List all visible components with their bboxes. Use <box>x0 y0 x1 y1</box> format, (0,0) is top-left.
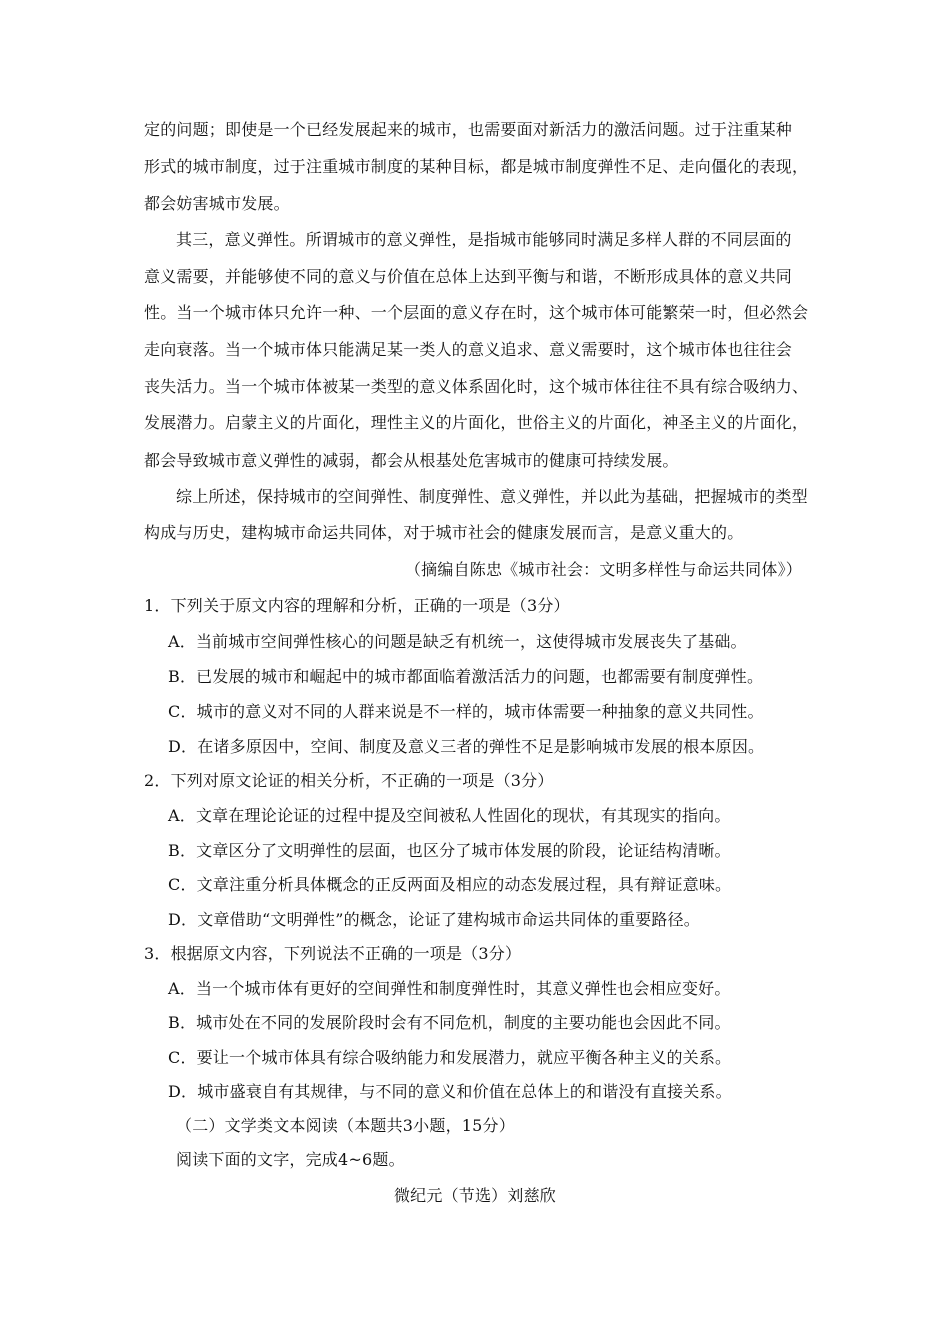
passage-line: 意义需要，并能够使不同的意义与价值在总体上达到平衡与和谐，不断形成具体的意义共同 <box>144 267 793 286</box>
question-option: B．城市处在不同的发展阶段时会有不同危机，制度的主要功能也会因此不同。 <box>168 1013 731 1032</box>
question-option: A．当一个城市体有更好的空间弹性和制度弹性时，其意义弹性也会相应变好。 <box>168 979 731 998</box>
passage-line: 形式的城市制度，过于注重城市制度的某种目标，都是城市制度弹性不足、走向僵化的表现， <box>144 157 809 176</box>
passage-line: 其三，意义弹性。所谓城市的意义弹性，是指城市能够同时满足多样人群的不同层面的 <box>176 230 792 249</box>
passage-line: 丧失活力。当一个城市体被某一类型的意义体系固化时，这个城市体往往不具有综合吸纳力、 <box>144 377 809 396</box>
passage-line: 都会妨害城市发展。 <box>144 194 290 213</box>
question-option: B．文章区分了文明弹性的层面，也区分了城市体发展的阶段，论证结构清晰。 <box>168 841 731 860</box>
passage-source: （摘编自陈忠《城市社会：文明多样性与命运共同体》） <box>404 560 802 579</box>
question-stem: 3．根据原文内容，下列说法不正确的一项是（3分） <box>144 944 522 963</box>
section-instruction: 阅读下面的文字，完成4~6题。 <box>176 1150 405 1169</box>
question-option: D．文章借助“文明弹性”的概念，论证了建构城市命运共同体的重要路径。 <box>168 910 700 929</box>
question-option: A．当前城市空间弹性核心的问题是缺乏有机统一，这使得城市发展丧失了基础。 <box>168 632 747 651</box>
question-option: D．在诸多原因中，空间、制度及意义三者的弹性不足是影响城市发展的根本原因。 <box>168 737 765 756</box>
passage-line: 都会导致城市意义弹性的减弱，都会从根基处危害城市的健康可持续发展。 <box>144 451 679 470</box>
question-option: D．城市盛衰自有其规律，与不同的意义和价值在总体上的和谐没有直接关系。 <box>168 1082 732 1101</box>
question-option: A．文章在理论论证的过程中提及空间被私人性固化的现状，有其现实的指向。 <box>168 806 731 825</box>
story-title: 微纪元（节选）刘慈欣 <box>393 1186 556 1205</box>
question-option: C．要让一个城市体具有综合吸纳能力和发展潜力，就应平衡各种主义的关系。 <box>168 1048 732 1067</box>
passage-line: 性。当一个城市体只允许一种、一个层面的意义存在时，这个城市体可能繁荣一时，但必然会 <box>144 303 809 322</box>
passage-line: 综上所述，保持城市的空间弹性、制度弹性、意义弹性，并以此为基础，把握城市的类型 <box>176 487 808 506</box>
question-option: C．城市的意义对不同的人群来说是不一样的，城市体需要一种抽象的意义共同性。 <box>168 702 764 721</box>
question-stem: 2．下列对原文论证的相关分析，不正确的一项是（3分） <box>144 771 554 790</box>
question-stem: 1．下列关于原文内容的理解和分析，正确的一项是（3分） <box>144 596 570 615</box>
passage-line: 构成与历史，建构城市命运共同体，对于城市社会的健康发展而言，是意义重大的。 <box>144 523 744 542</box>
question-option: B．已发展的城市和崛起中的城市都面临着激活活力的问题，也都需要有制度弹性。 <box>168 667 764 686</box>
passage-line: 发展潜力。启蒙主义的片面化，理性主义的片面化，世俗主义的片面化，神圣主义的片面化， <box>144 413 809 432</box>
question-option: C．文章注重分析具体概念的正反两面及相应的动态发展过程，具有辩证意味。 <box>168 875 732 894</box>
section-heading: （二）文学类文本阅读（本题共3小题，15分） <box>176 1116 515 1135</box>
passage-line: 定的问题；即使是一个已经发展起来的城市，也需要面对新活力的激活问题。过于注重某种 <box>144 120 793 139</box>
passage-line: 走向衰落。当一个城市体只能满足某一类人的意义追求、意义需要时，这个城市体也往往会 <box>144 340 793 359</box>
